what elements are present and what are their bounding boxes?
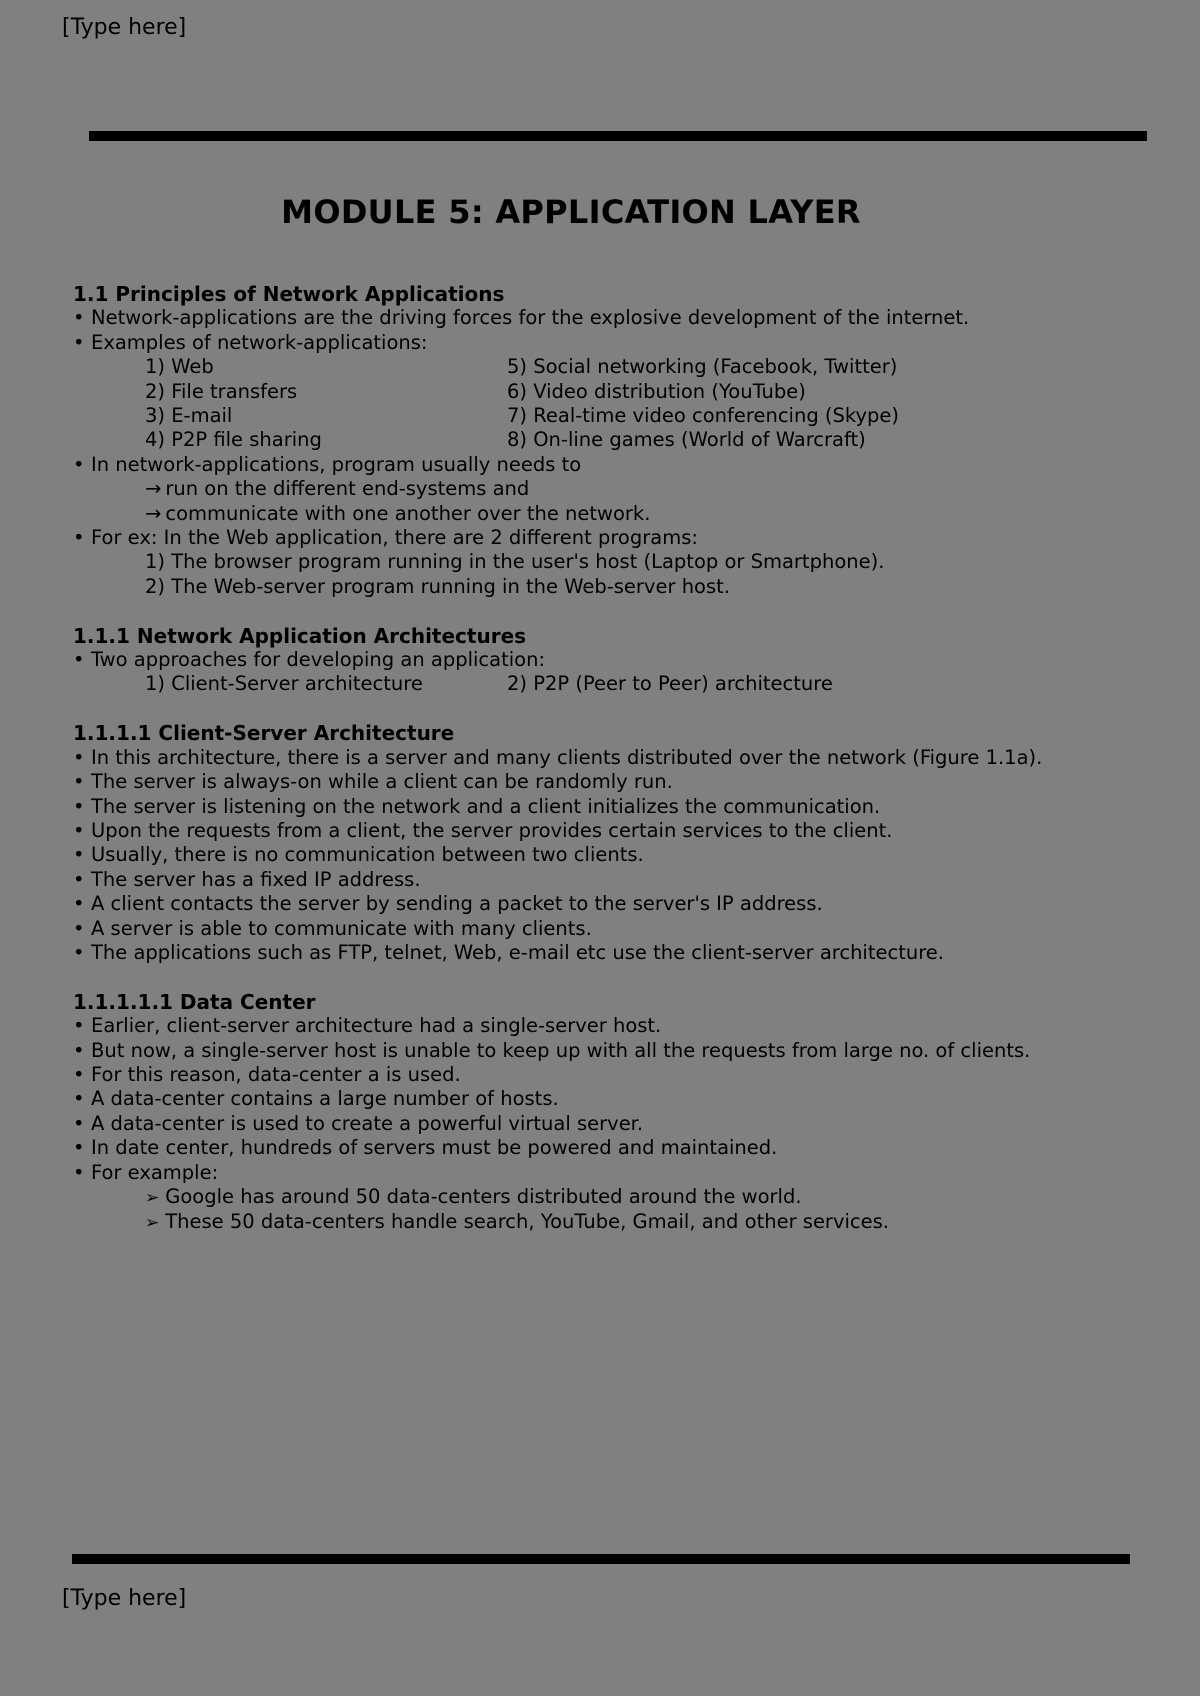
- bullet-item: • A data-center contains a large number of hosts.: [73, 1087, 1183, 1111]
- numbered-item: 2) The Web-server program running in the Web-server host.: [145, 574, 730, 598]
- arrow-item-text: communicate with one another over the network.: [165, 501, 651, 525]
- example-item: 1) Web: [145, 355, 214, 379]
- example-row: [73, 428, 1183, 452]
- bullet-item: • Earlier, client-server architecture had a single-server host.: [73, 1014, 1183, 1038]
- document-body: [73, 282, 1183, 1236]
- arrowhead-bullet-icon: ➢: [145, 1213, 160, 1234]
- example-row: [73, 380, 1183, 404]
- sub-bullet-item: [73, 1185, 1183, 1210]
- bottom-rule: [72, 1554, 1130, 1564]
- bullet-item: • Two approaches for developing an application:: [73, 648, 1183, 672]
- section-heading: 1.1.1.1 Client-Server Architecture: [73, 721, 455, 746]
- sub-bullet-text: These 50 data-centers handle search, YouTube, Gmail, and other services.: [165, 1210, 889, 1234]
- section-heading: 1.1.1.1.1 Data Center: [73, 989, 316, 1014]
- numbered-item: 1) The browser program running in the user's host (Laptop or Smartphone).: [145, 550, 885, 574]
- example-item: 8) On-line games (World of Warcraft): [507, 428, 866, 452]
- section-heading: 1.1 Principles of Network Applications: [73, 282, 505, 306]
- bullet-item: • Upon the requests from a client, the server provides certain services to the client.: [73, 819, 1183, 843]
- example-row: [73, 355, 1183, 379]
- arrow-item-text: run on the different end-systems and: [165, 477, 530, 501]
- bullet-item: • A data-center is used to create a powerful virtual server.: [73, 1112, 1183, 1136]
- bullet-item: • In date center, hundreds of servers must be powered and maintained.: [73, 1136, 1183, 1160]
- page-title: MODULE 5: APPLICATION LAYER: [281, 193, 861, 231]
- bullet-item: • But now, a single-server host is unable to keep up with all the requests from large no. of clients.: [73, 1039, 1183, 1063]
- bullet-item: • For example:: [73, 1161, 1183, 1185]
- arrowhead-bullet-icon: ➢: [145, 1187, 160, 1208]
- bullet-item: • In network-applications, program usually needs to: [73, 453, 1183, 477]
- bullet-item: • The server has a fixed IP address.: [73, 868, 1183, 892]
- example-item: 4) P2P file sharing: [145, 428, 322, 452]
- example-row: [73, 404, 1183, 428]
- bullet-item: • A server is able to communicate with many clients.: [73, 917, 1183, 941]
- option-item: 2) P2P (Peer to Peer) architecture: [507, 672, 833, 696]
- right-arrow-icon: →: [145, 477, 162, 501]
- example-item: 7) Real-time video conferencing (Skype): [507, 404, 899, 428]
- option-row: [73, 672, 1183, 696]
- arrow-item: [73, 502, 1183, 526]
- example-item: 5) Social networking (Facebook, Twitter): [507, 355, 898, 379]
- arrow-item: [73, 477, 1183, 501]
- page-header: [Type here]: [62, 15, 187, 40]
- bullet-item: • In this architecture, there is a server and many clients distributed over the network (Figure 1.1a).: [73, 746, 1183, 770]
- sub-bullet-item: [73, 1210, 1183, 1235]
- bullet-item: • Usually, there is no communication between two clients.: [73, 843, 1183, 867]
- bullet-item: • Network-applications are the driving forces for the explosive development of the internet.: [73, 306, 1183, 330]
- example-item: 6) Video distribution (YouTube): [507, 379, 806, 403]
- right-arrow-icon: →: [145, 501, 162, 525]
- option-item: 1) Client-Server architecture: [145, 672, 423, 696]
- sub-bullet-text: Google has around 50 data-centers distributed around the world.: [165, 1184, 802, 1208]
- bullet-item: • A client contacts the server by sending a packet to the server's IP address.: [73, 892, 1183, 916]
- top-rule: [89, 131, 1147, 141]
- bullet-item: • For ex: In the Web application, there are 2 different programs:: [73, 526, 1183, 550]
- example-item: 2) File transfers: [145, 379, 298, 403]
- bullet-item: • The server is always-on while a client can be randomly run.: [73, 770, 1183, 794]
- bullet-item: • For this reason, data-center a is used.: [73, 1063, 1183, 1087]
- section-heading: 1.1.1 Network Application Architectures: [73, 623, 527, 648]
- example-item: 3) E-mail: [145, 404, 233, 428]
- bullet-item: • The applications such as FTP, telnet, Web, e-mail etc use the client-server architecture.: [73, 941, 1183, 965]
- page-footer: [Type here]: [62, 1586, 187, 1611]
- bullet-item: • The server is listening on the network and a client initializes the communication.: [73, 795, 1183, 819]
- bullet-item: • Examples of network-applications:: [73, 331, 1183, 355]
